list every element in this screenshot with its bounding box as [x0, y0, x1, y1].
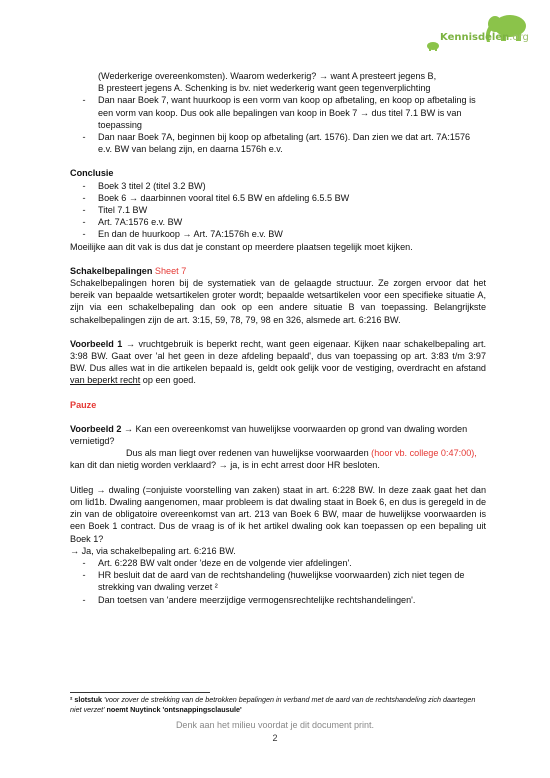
voorbeeld2-paragraph: Voorbeeld 2 → Kan een overeenkomst van huwelijkse voorwaarden op grond van dwaling worden vernietigd? [70, 423, 468, 447]
list-item: - Dan naar Boek 7A, beginnen bij koop op afbetaling (art. 1576). Dan zien we dat art. 7A:1576 e.v. BW van belang zijn, en daarna 1576h e.v. [82, 132, 471, 155]
list-item: - HR besluit dat de aard van de rechtshandeling (huwelijkse voorwaarden) zich niet tegen de strekking van dwaling verzet ² [82, 570, 465, 593]
pauze-heading: Pauze [70, 399, 97, 410]
kennisdelen-logo[interactable] [415, 12, 535, 56]
footnote-divider [70, 692, 210, 693]
list-item: - Art. 7A:1576 e.v. BW [82, 217, 183, 228]
voorbeeld1-paragraph: Voorbeeld 1 → vruchtgebruik is beperkt recht, want geen eigenaar. Kijken naar schakelbepaling art. 3:98 BW. Gaat over 'al het geen in deze afdeling bepaald', dus van toepassing op art. 3:83 t/m 3:97 BW. Dus alles wat in die artikelen bepaald is, geldt ook gelijk voor de vestiging, overdracht en afstand van beperkt recht op een goed. [70, 338, 486, 386]
footnote: ² slotstuk 'voor zover de strekking van de betrokken bepalingen in verband met de aard van de rechtshandeling zich daartegen niet verzet' noemt Nuytinck 'ontsnappingsclausule' [70, 695, 476, 714]
schakel-paragraph: Schakelbepalingen horen bij de systematiek van de gelaagde structuur. Ze zorgen ervoor dat het bereik van bepaalde wetsartikelen groter wordt; bepaalde wetsartikelen voor een specifieke situatie A, zijn via een schakelbepaling dan ook op een andere situatie B van toepassing. Belangrijkste schakelbepalingen zijn de art. 3:15, 59, 78, 79, 98 en 326, alsmede art. 6:216 BW. [70, 278, 486, 325]
document-body [70, 70, 486, 606]
page-number: 2 [272, 733, 278, 743]
intro-line-1: (Wederkerige overeenkomsten). Waarom wederkerig? → want A presteert jegens B, [98, 71, 437, 81]
schakel-heading: Schakelbepalingen Sheet 7 [70, 265, 187, 276]
list-item: - Dan toetsen van 'andere meerzijdige vermogensrechtelijke rechtshandelingen'. [82, 594, 416, 605]
list-item: - Dan naar Boek 7, want huurkoop is een vorm van koop op afbetaling, en koop op afbetaling is een vorm van koop. Dus ook alle bepalingen van koop in Boek 7 → dus titel 7.1 BW is van toepassing [82, 95, 476, 130]
list-item: - Boek 3 titel 2 (titel 3.2 BW) [82, 180, 206, 191]
uitleg-ja: → Ja, via schakelbepaling art. 6:216 BW. [70, 545, 236, 556]
sheet-label: Sheet 7 [154, 265, 187, 276]
logo-tld: .org [509, 32, 529, 43]
list-item: - Art. 6:228 BW valt onder 'deze en de volgende vier afdelingen'. [82, 557, 352, 568]
conclusie-after: Moeilijke aan dit vak is dus dat je constant op meerdere plaatsen tegelijk moet kijken. [70, 241, 413, 252]
footer-note: Denk aan het milieu voordat je dit document print. [175, 720, 375, 730]
voorbeeld2-followup: Dus als man liegt over redenen van huwelijkse voorwaarden (hoor vb. college 0:47:00), kan dit dan nietig worden verklaard? → ja, is in echt arrest door HR besloten. [70, 448, 477, 471]
intro-line-2: B presteert jegens A. Schenking is bv. niet wederkerig want geen tegenverplichting [98, 83, 431, 94]
list-item: - En dan de huurkoop → Art. 7A:1576h e.v. BW [82, 229, 283, 240]
uitleg-paragraph: Uitleg → dwaling (=onjuiste voorstelling van zaken) staat in art. 6:228 BW. In deze zaak gaat het dan om lid1b. Dwaling aangenomen, maar probleem is dat dwaling staat in Boek 6, en dus is geregeld in de zin van de obligatoire overeenkomst van art. 213 van Boek 6 BW, maar de huwelijkse voorwaarden is een Boek 1 contract. Dus de vraag is of ik het artikel dwaling ook kan toepassen op een bepaling uit Boek 1? [70, 484, 486, 544]
list-item: - Titel 7.1 BW [82, 205, 148, 216]
logo-wordmark [440, 32, 529, 43]
list-item: - Boek 6 → daarbinnen vooral titel 6.5 BW en afdeling 6.5.5 BW [82, 192, 350, 203]
logo-brand: Kennisdelen [440, 32, 510, 43]
conclusie-heading: Conclusie [70, 168, 114, 179]
